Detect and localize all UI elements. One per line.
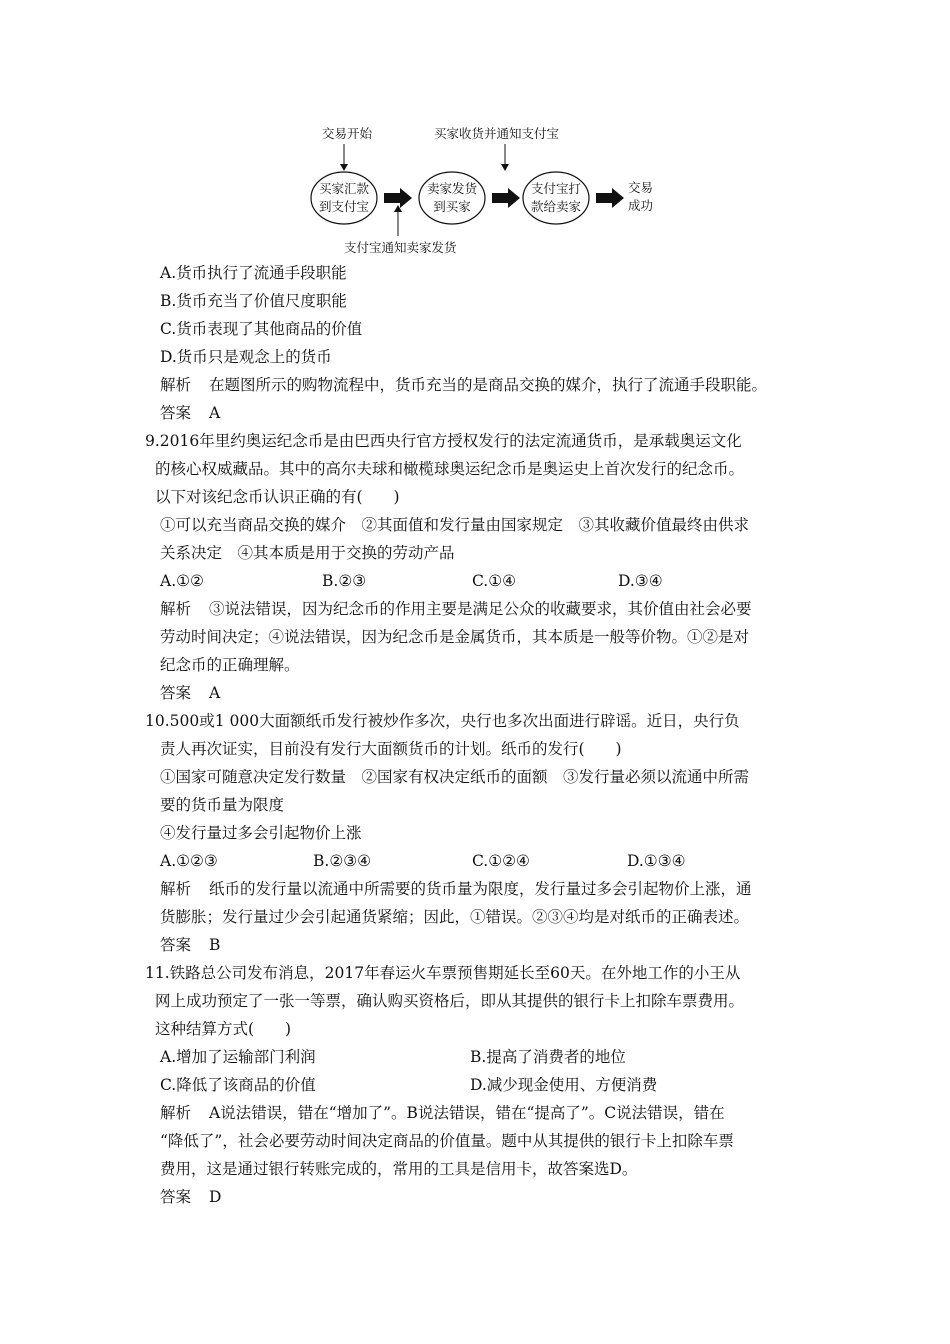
- q10-answer: [160, 935, 220, 955]
- q11-option-a: A.增加了运输部门利润: [160, 1048, 316, 1066]
- q10-stem-1: 10.500或1 000大面额纸币发行被炒作多次，央行也多次出面进行辟谣。近日，央行负: [145, 712, 740, 730]
- q10-analysis-2: 货膨胀；发行量过少会引起通货紧缩；因此，①错误。②③④均是对纸币的正确表述。: [160, 908, 750, 926]
- q10-option-c: C.①②④: [472, 852, 530, 870]
- q9-option-a: A.①②: [160, 572, 204, 590]
- q9-statements-1: ①可以充当商品交换的媒介 ②其面值和发行量由国家规定 ③其收藏价值最终由供求: [160, 516, 750, 534]
- q11-analysis-3: 费用，这是通过银行转账完成的，常用的工具是信用卡，故答案选D。: [160, 1160, 638, 1178]
- q8-analysis-text: 在题图所示的购物流程中，货币充当的是商品交换的媒介，执行了流通手段职能。: [209, 376, 768, 394]
- flow-arrow-2: [492, 188, 520, 208]
- q8-analysis: [160, 375, 767, 395]
- flow-arrow-3: [596, 188, 624, 208]
- q8-option-d: D.货币只是观念上的货币: [160, 348, 332, 366]
- q8-answer-label: 答案: [160, 404, 192, 422]
- q9-statements-2: 关系决定 ④其本质是用于交换的劳动产品: [160, 544, 455, 562]
- q11-option-c: C.降低了该商品的价值: [160, 1076, 316, 1094]
- q9-analysis-2: 劳动时间决定；④说法错误，因为纪念币是金属货币，其本质是一般等价物。①②是对: [160, 628, 750, 646]
- q10-statements-3: ④发行量过多会引起物价上涨: [160, 824, 362, 842]
- q11-stem-2: 网上成功预定了一张一等票，确认购买资格后，即从其提供的银行卡上扣除车票费用。: [155, 992, 745, 1010]
- q11-stem-3: 这种结算方式( ): [155, 1020, 292, 1038]
- q10-analysis-1: [160, 879, 752, 899]
- payment-flow-diagram: [300, 118, 680, 263]
- q9-answer-label: 答案: [160, 684, 192, 702]
- q10-answer-value: B: [209, 936, 221, 954]
- flow-node-buyer-pay: [311, 172, 377, 224]
- q9-option-c: C.①④: [472, 572, 517, 590]
- q10-statements-1: ①国家可随意决定发行数量 ②国家有权决定纸币的面额 ③发行量必须以流通中所需: [160, 768, 750, 786]
- flow-node-alipay-pay: [523, 172, 589, 224]
- q10-option-b: B.②③④: [313, 852, 372, 870]
- q8-answer: [160, 403, 220, 423]
- q8-option-b: B.货币充当了价值尺度职能: [160, 292, 347, 310]
- q9-analysis-1: [160, 599, 752, 619]
- q11-stem-1: 11.铁路总公司发布消息，2017年春运火车票预售期延长至60天。在外地工作的小王从: [145, 964, 741, 982]
- q8-answer-value: A: [209, 404, 221, 422]
- q9-analysis-text-1: ③说法错误，因为纪念币的作用主要是满足公众的收藏要求，其价值由社会必要: [209, 600, 752, 618]
- flow-node2-text-1: 卖家发货: [426, 181, 478, 196]
- q9-option-d: D.③④: [618, 572, 663, 590]
- q9-analysis-label: 解析: [160, 600, 192, 618]
- q10-statements-2: 要的货币量为限度: [160, 796, 285, 814]
- flow-notify-seller-label: 支付宝通知卖家发货: [344, 240, 457, 255]
- flow-node3-text-2: 款给卖家: [530, 199, 582, 214]
- flow-buyer-confirm-label: 买家收货并通知支付宝: [434, 126, 560, 141]
- q11-option-b: B.提高了消费者的地位: [470, 1048, 626, 1066]
- q10-option-d: D.①③④: [627, 852, 686, 870]
- q8-option-c: C.货币表现了其他商品的价值: [160, 320, 363, 338]
- q11-answer: [160, 1187, 221, 1207]
- q10-answer-label: 答案: [160, 936, 192, 954]
- flow-node3-text-1: 支付宝打: [530, 181, 582, 196]
- flow-node2-text-2: 到买家: [433, 199, 471, 214]
- flow-node1-text-1: 买家汇款: [318, 181, 370, 196]
- q8-analysis-label: 解析: [160, 376, 192, 394]
- q9-analysis-3: 纪念币的正确理解。: [160, 656, 300, 674]
- q10-stem-2: 责人再次证实，目前没有发行大面额货币的计划。纸币的发行( ): [160, 740, 622, 758]
- q10-analysis-label: 解析: [160, 880, 192, 898]
- flow-node1-text-2: 到支付宝: [318, 199, 370, 214]
- q9-answer-value: A: [209, 684, 221, 702]
- flow-svg: [300, 118, 680, 263]
- q11-answer-label: 答案: [160, 1188, 192, 1206]
- flow-node-seller-ship: [419, 172, 485, 224]
- q11-analysis-label: 解析: [160, 1104, 192, 1122]
- q9-stem-3: 以下对该纪念币认识正确的有( ): [155, 488, 400, 506]
- q9-stem-1: 9.2016年里约奥运纪念币是由巴西央行官方授权发行的法定流通货币，是承载奥运文化: [145, 432, 742, 450]
- q9-answer: [160, 683, 220, 703]
- flow-start-label: 交易开始: [322, 126, 373, 141]
- q11-analysis-text-1: A说法错误，错在“增加了”。B说法错误，错在“提高了”。C说法错误，错在: [209, 1104, 725, 1122]
- q9-stem-2: 的核心权威藏品。其中的高尔夫球和橄榄球奥运纪念币是奥运史上首次发行的纪念币。: [155, 460, 745, 478]
- q11-answer-value: D: [209, 1188, 222, 1206]
- q10-analysis-text-1: 纸币的发行量以流通中所需要的货币量为限度，发行量过多会引起物价上涨，通: [209, 880, 752, 898]
- q11-analysis-2: “降低了”，社会必要劳动时间决定商品的价值量。题中从其提供的银行卡上扣除车票: [160, 1132, 734, 1150]
- flow-end-text-2: 成功: [628, 198, 654, 213]
- q8-option-a: A.货币执行了流通手段职能: [160, 264, 347, 282]
- flow-end-text-1: 交易: [628, 180, 654, 195]
- q11-analysis-1: [160, 1103, 725, 1123]
- q11-option-d: D.减少现金使用、方便消费: [470, 1076, 658, 1094]
- q9-option-b: B.②③: [322, 572, 367, 590]
- q10-option-a: A.①②③: [160, 852, 218, 870]
